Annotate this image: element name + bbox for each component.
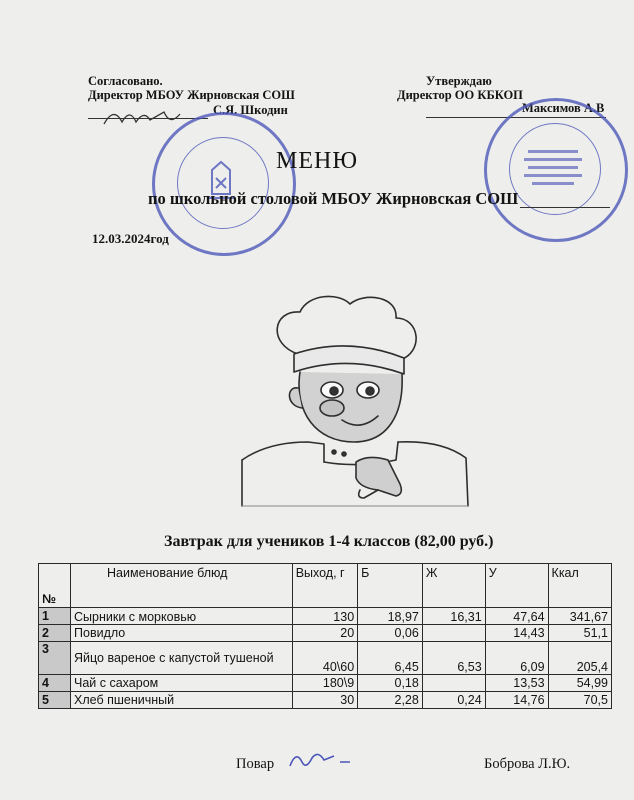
approved-name: Максимов А.В xyxy=(522,101,605,115)
dish-proteins: 6,45 xyxy=(358,642,423,675)
page-title: МЕНЮ xyxy=(276,148,358,174)
dish-proteins: 0,06 xyxy=(358,625,423,642)
row-number: 5 xyxy=(39,692,71,709)
header-number: № xyxy=(39,564,71,608)
dish-name: Хлеб пшеничный xyxy=(71,692,293,709)
approval-position: Директор МБОУ Жирновская СОШ xyxy=(88,88,295,102)
dish-carbs: 14,76 xyxy=(485,692,548,709)
cook-name: Боброва Л.Ю. xyxy=(484,756,571,772)
dish-name: Сырники с морковью xyxy=(71,608,293,625)
dish-name: Чай с сахаром xyxy=(71,675,293,692)
dish-carbs: 13,53 xyxy=(485,675,548,692)
dish-output: 180\9 xyxy=(292,675,357,692)
dish-kcal: 341,67 xyxy=(548,608,611,625)
table-row xyxy=(39,675,612,692)
approval-label: Согласовано. xyxy=(88,74,163,88)
dish-output: 30 xyxy=(292,692,357,709)
director-signature-icon xyxy=(100,102,190,132)
approved-position: Директор ОО КБКОП xyxy=(397,88,523,102)
menu-table xyxy=(38,563,612,709)
table-row xyxy=(39,608,612,625)
dish-kcal: 54,99 xyxy=(548,675,611,692)
dish-proteins: 18,97 xyxy=(358,608,423,625)
header-carbs: У xyxy=(485,564,548,608)
table-header-row xyxy=(39,564,612,608)
approval-name: С.Я. Шкодин xyxy=(213,103,288,117)
chef-illustration-icon xyxy=(228,292,488,512)
dish-output: 130 xyxy=(292,608,357,625)
dish-proteins: 0,18 xyxy=(358,675,423,692)
meal-title: Завтрак для учеников 1-4 классов (82,00 руб.) xyxy=(164,533,494,550)
table-row xyxy=(39,642,612,675)
cook-label: Повар xyxy=(236,756,275,772)
dish-proteins: 2,28 xyxy=(358,692,423,709)
header-fats: Ж xyxy=(422,564,485,608)
dish-output: 20 xyxy=(292,625,357,642)
dish-output: 40\60 xyxy=(292,642,357,675)
dish-kcal: 205,4 xyxy=(548,642,611,675)
school-seal-icon xyxy=(152,112,296,256)
menu-date: 12.03.2024год xyxy=(92,231,169,246)
header-output: Выход, г xyxy=(292,564,357,608)
page-subtitle: по школьной столовой МБОУ Жирновская СОШ xyxy=(148,189,519,208)
header-kcal: Ккал xyxy=(548,564,611,608)
dish-fats xyxy=(422,625,485,642)
dish-name: Повидло xyxy=(71,625,293,642)
dish-fats: 6,53 xyxy=(422,642,485,675)
dish-kcal: 70,5 xyxy=(548,692,611,709)
dish-fats: 0,24 xyxy=(422,692,485,709)
row-number: 1 xyxy=(39,608,71,625)
dish-carbs: 47,64 xyxy=(485,608,548,625)
subtitle-underline xyxy=(520,207,610,208)
header-dish-name: Наименование блюд xyxy=(71,564,293,608)
dish-name: Яйцо вареное с капустой тушеной xyxy=(71,642,293,675)
table-row xyxy=(39,692,612,709)
row-number: 4 xyxy=(39,675,71,692)
header-proteins: Б xyxy=(358,564,423,608)
row-number: 3 xyxy=(39,642,71,675)
dish-carbs: 14,43 xyxy=(485,625,548,642)
dish-fats xyxy=(422,675,485,692)
dish-kcal: 51,1 xyxy=(548,625,611,642)
cook-signature-icon xyxy=(284,746,354,774)
dish-fats: 16,31 xyxy=(422,608,485,625)
approved-label: Утверждаю xyxy=(426,74,492,88)
row-number: 2 xyxy=(39,625,71,642)
table-row xyxy=(39,625,612,642)
dish-carbs: 6,09 xyxy=(485,642,548,675)
